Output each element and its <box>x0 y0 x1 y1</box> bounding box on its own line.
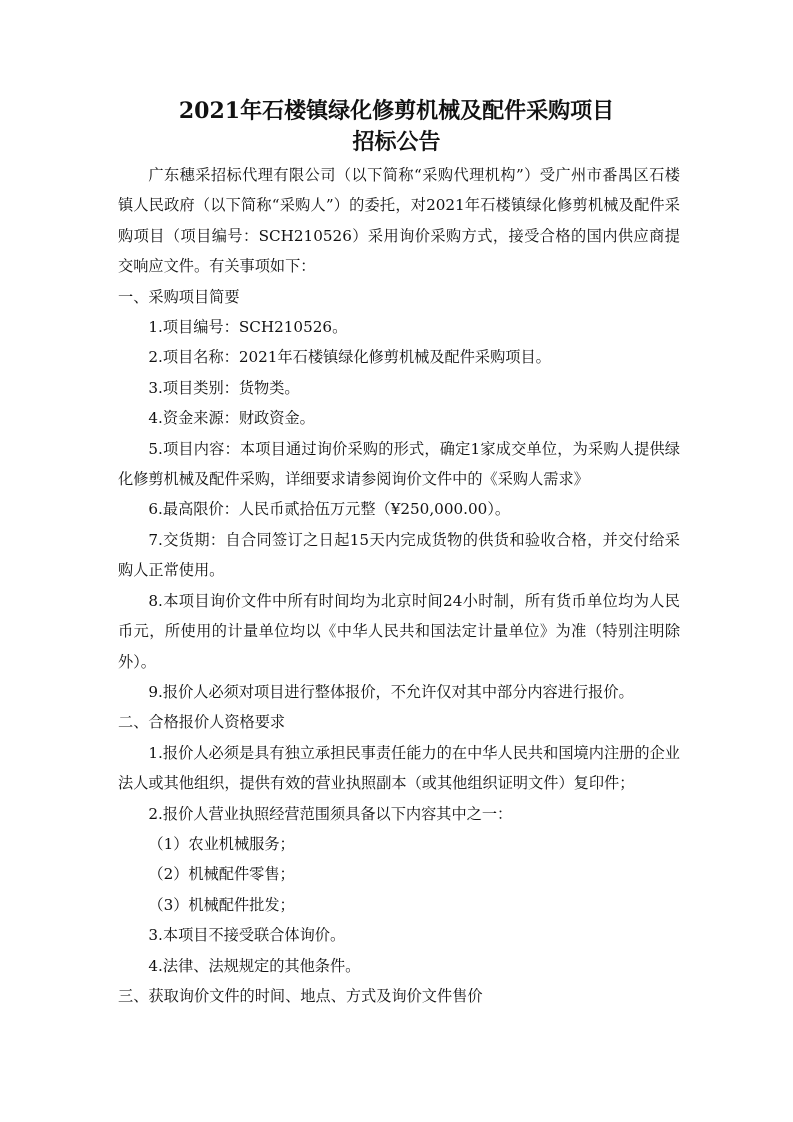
section-1-item: 8.本项目询价文件中所有时间均为北京时间24小时制，所有货币单位均为人民币元，所使用的计量单位均以《中华人民共和国法定计量单位》为准（特别注明除外）。 <box>118 591 680 671</box>
section-1-item: 3.项目类别：货物类。 <box>148 378 300 397</box>
intro-paragraph: 广东穗采招标代理有限公司（以下简称“采购代理机构”）受广州市番禺区石楼镇人民政府（以下简称“采购人”）的委托，对2021年石楼镇绿化修剪机械及配件采购项目（项目编号：SCH210526）采用询价采购方式，接受合格的国内供应商提交响应文件。有关事项如下： <box>118 166 680 276</box>
section-2-item: 2.报价人营业执照经营范围须具备以下内容其中之一： <box>148 804 513 823</box>
section-1-item: 1.项目编号：SCH210526。 <box>148 318 348 337</box>
section-1-item: 9.报价人必须对项目进行整体报价，不允许仅对其中部分内容进行报价。 <box>148 682 634 701</box>
section-1-item: 6.最高限价：人民币贰拾伍万元整（¥250,000.00）。 <box>148 500 511 519</box>
section-3-heading: 三、获取询价文件的时间、地点、方式及询价文件售价 <box>118 986 483 1005</box>
section-1-item: 5.项目内容：本项目通过询价采购的形式，确定1家成交单位，为采购人提供绿化修剪机械及配件采购，详细要求请参阅询价文件中的《采购人需求》 <box>118 439 680 489</box>
section-2-heading: 二、合格报价人资格要求 <box>118 713 286 732</box>
section-2-subitem: （2）机械配件零售； <box>148 865 295 884</box>
document-body <box>118 160 680 1011</box>
section-1-item: 7.交货期：自合同签订之日起15天内完成货物的供货和验收合格，并交付给采购人正常使用。 <box>118 530 680 580</box>
section-2-subitem: （3）机械配件批发； <box>148 895 295 914</box>
section-2-subitem: （1）农业机械服务； <box>148 834 295 853</box>
section-2-item: 4.法律、法规规定的其他条件。 <box>148 956 361 975</box>
section-1-heading: 一、采购项目简要 <box>118 287 240 306</box>
section-2-item: 1.报价人必须是具有独立承担民事责任能力的在中华人民共和国境内注册的企业法人或其他组织，提供有效的营业执照副本（或其他组织证明文件）复印件； <box>118 743 680 793</box>
section-1-item: 4.资金来源：财政资金。 <box>148 409 315 428</box>
section-2-item: 3.本项目不接受联合体询价。 <box>148 926 346 945</box>
document-subtitle: 招标公告 <box>352 129 441 155</box>
section-1-item: 2.项目名称：2021年石楼镇绿化修剪机械及配件采购项目。 <box>148 348 551 367</box>
document-title: 2021年石楼镇绿化修剪机械及配件采购项目 <box>178 98 615 124</box>
